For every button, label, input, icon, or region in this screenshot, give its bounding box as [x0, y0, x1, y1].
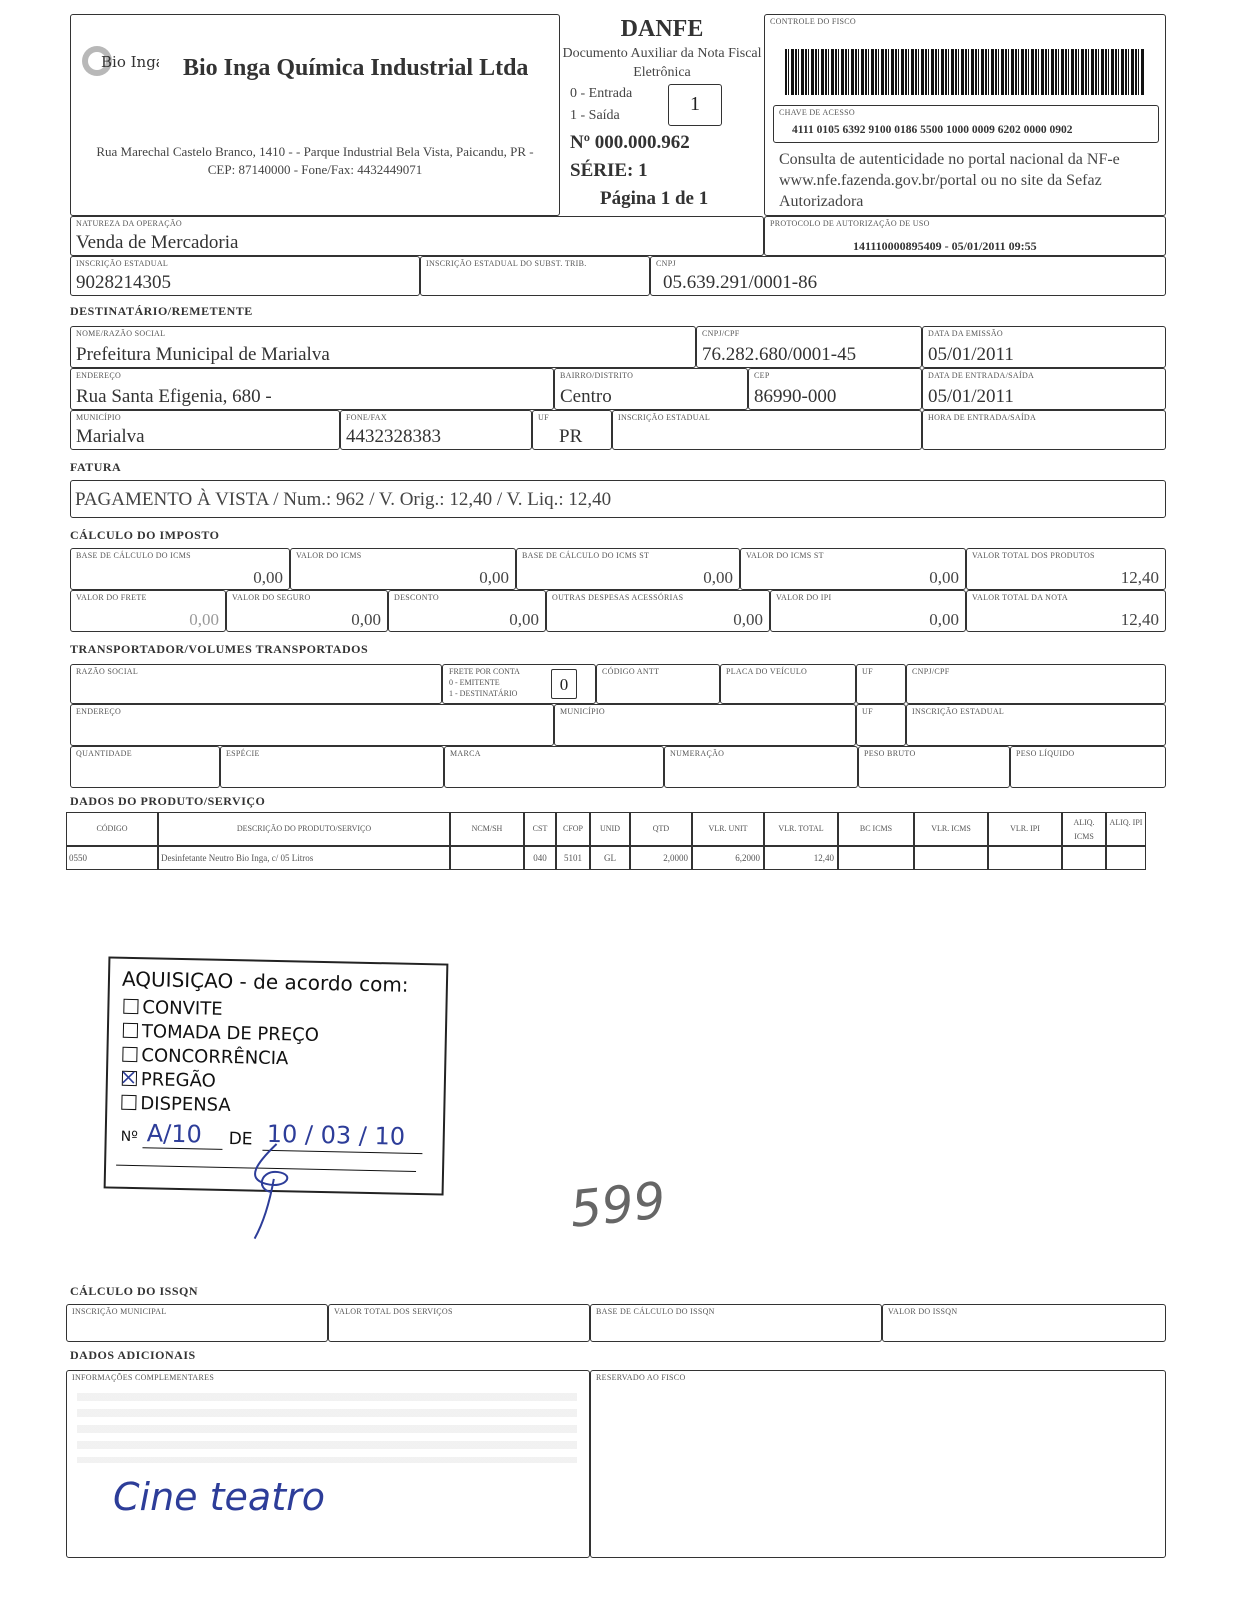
issqn-box-1: [66, 1304, 328, 1342]
table-cell: [838, 846, 914, 870]
transp-municipio-label: MUNICÍPIO: [560, 707, 605, 716]
dest-entrada-value: 05/01/2011: [928, 386, 1014, 407]
stamp-option-label: CONVITE: [142, 997, 223, 1020]
stamp-option-pregao: [122, 1069, 216, 1092]
danfe-entrada: 0 - Entrada: [570, 86, 633, 101]
faded-text: [77, 1393, 577, 1463]
acquisition-stamp: [104, 956, 449, 1195]
dest-fone-box: [340, 410, 532, 450]
dest-emissao-value: 05/01/2011: [928, 344, 1014, 365]
issqn-box-2: [328, 1304, 590, 1342]
col-header: BC ICMS: [838, 812, 914, 846]
valor-ipi-value: 0,00: [929, 610, 959, 629]
dest-fone-label: FONE/FAX: [346, 413, 387, 422]
imposto-row2-box-2: [226, 590, 388, 632]
checkbox-checked-icon: [122, 1071, 137, 1086]
stamp-option-label: TOMADA DE PREÇO: [141, 1021, 320, 1046]
imposto-row1-box-5: [966, 548, 1166, 590]
col-header: ALIQ. ICMS: [1062, 812, 1106, 846]
issqn-section: CÁLCULO DO ISSQN: [70, 1284, 199, 1298]
valor-seguro-label: VALOR DO SEGURO: [232, 593, 311, 602]
dest-ie-label: INSCRIÇÃO ESTADUAL: [618, 413, 711, 422]
transportador-section: TRANSPORTADOR/VOLUMES TRANSPORTADOS: [70, 642, 369, 656]
dest-bairro-label: BAIRRO/DISTRITO: [560, 371, 634, 380]
fisco-box: [764, 14, 1166, 216]
transp-antt-box: [596, 664, 720, 704]
dest-fone-value: 4432328383: [346, 426, 441, 447]
transp-razao-box: [70, 664, 442, 704]
total-nota-value: 12,40: [1120, 610, 1159, 629]
info-complementares-box: [66, 1370, 590, 1558]
transp-peso-bruto-box: [858, 746, 1010, 788]
transp-peso-liquido-box: [1010, 746, 1166, 788]
stamp-option-label: DISPENSA: [140, 1093, 231, 1117]
protocolo-box: [764, 216, 1166, 256]
imposto-row1-box-1: [70, 548, 290, 590]
checkbox-icon: [123, 1023, 138, 1038]
base-icms-label: BASE DE CÁLCULO DO ICMS: [76, 551, 191, 560]
stamp-option-concorrencia: [122, 1045, 288, 1069]
table-cell: [450, 846, 524, 870]
transp-uf-box: [856, 664, 906, 704]
cnpj-box: [650, 256, 1166, 296]
stamp-option-label: CONCORRÊNCIA: [141, 1045, 289, 1070]
dest-endereco-value: Rua Santa Efigenia, 680 -: [76, 386, 272, 407]
col-header: VLR. TOTAL: [764, 812, 838, 846]
table-cell: 12,40: [764, 846, 838, 870]
table-cell: 5101: [556, 846, 590, 870]
danfe-saida: 1 - Saída: [570, 108, 620, 123]
imposto-row2-box-4: [546, 590, 770, 632]
handwritten-number: 599: [567, 1171, 669, 1239]
issqn-box-3: [590, 1304, 882, 1342]
transp-quantidade-label: QUANTIDADE: [76, 749, 132, 758]
dest-emissao-box: [922, 326, 1166, 368]
fatura-section: FATURA: [70, 460, 122, 474]
imposto-row1-box-2: [290, 548, 516, 590]
imposto-section: CÁLCULO DO IMPOSTO: [70, 528, 220, 542]
danfe-serie: SÉRIE: 1: [570, 160, 648, 181]
transp-uf2-box: [856, 704, 906, 746]
stamp-no-underline: [142, 1147, 222, 1150]
imposto-row2-box-5: [770, 590, 966, 632]
chave-label: CHAVE DE ACESSO: [779, 108, 855, 117]
col-header: CFOP: [556, 812, 590, 846]
adicionais-section: DADOS ADICIONAIS: [70, 1348, 196, 1362]
col-header: DESCRIÇÃO DO PRODUTO/SERVIÇO: [158, 812, 450, 846]
base-icms-st-label: BASE DE CÁLCULO DO ICMS ST: [522, 551, 650, 560]
transp-endereco-label: ENDEREÇO: [76, 707, 122, 716]
consulta-text: Consulta de autenticidade no portal nacional da NF-e www.nfe.fazenda.gov.br/portal ou no site da Sefaz Autorizadora: [779, 151, 1120, 210]
base-icms-value: 0,00: [253, 568, 283, 587]
valor-seguro-value: 0,00: [351, 610, 381, 629]
transp-peso-liquido-label: PESO LÍQUIDO: [1016, 749, 1075, 758]
table-cell: 2,0000: [630, 846, 692, 870]
dest-bairro-box: [554, 368, 748, 410]
base-icms-st-value: 0,00: [703, 568, 733, 587]
valor-frete-value: 0,00: [189, 610, 219, 629]
dest-hora-box: [922, 410, 1166, 450]
imposto-row1-box-3: [516, 548, 740, 590]
col-header: VLR. ICMS: [914, 812, 988, 846]
imposto-row1-box-4: [740, 548, 966, 590]
transp-ie-label: INSCRIÇÃO ESTADUAL: [912, 707, 1005, 716]
danfe-title: DANFE: [620, 16, 704, 42]
transp-frete-box: [442, 664, 596, 704]
dest-uf-value: PR: [559, 426, 583, 447]
table-cell: 0550: [66, 846, 158, 870]
transp-endereco-box: [70, 704, 554, 746]
dest-cnpj-box: [696, 326, 922, 368]
dest-bairro-value: Centro: [560, 386, 612, 407]
stamp-no-value: A/10: [146, 1119, 203, 1149]
dest-hora-label: HORA DE ENTRADA/SAÍDA: [928, 413, 1037, 422]
danfe-block: [560, 14, 764, 216]
transp-marca-box: [444, 746, 664, 788]
company-logo: [79, 43, 159, 79]
valor-icms-st-value: 0,00: [929, 568, 959, 587]
produtos-section: DADOS DO PRODUTO/SERVIÇO: [70, 794, 266, 808]
reservado-fisco-box: [590, 1370, 1166, 1558]
valor-icms-st-label: VALOR DO ICMS ST: [746, 551, 824, 560]
transp-marca-label: MARCA: [450, 749, 481, 758]
table-cell: [1062, 846, 1106, 870]
ie-st-box: [420, 256, 650, 296]
natureza-box: [70, 216, 764, 256]
company-address: Rua Marechal Castelo Branco, 1410 - - Parque Industrial Bela Vista, Paicandu, PR - CEP: 87140000 - Fone/Fax: 4432449071: [96, 144, 534, 177]
stamp-option-tomada: [123, 1021, 319, 1046]
barcode: [785, 49, 1145, 95]
col-header: NCM/SH: [450, 812, 524, 846]
transp-numeracao-label: NUMERAÇÃO: [670, 749, 725, 758]
handwritten-note: Cine teatro: [113, 1475, 325, 1519]
issqn-label: VALOR DO ISSQN: [888, 1307, 958, 1316]
stamp-option-convite: [123, 997, 223, 1020]
fatura-box: [70, 480, 1166, 518]
imposto-row2-box-6: [966, 590, 1166, 632]
dest-municipio-value: Marialva: [76, 426, 145, 447]
produtos-table: [66, 812, 1166, 874]
protocolo-label: PROTOCOLO DE AUTORIZAÇÃO DE USO: [770, 219, 930, 228]
dest-cep-box: [748, 368, 922, 410]
transp-quantidade-box: [70, 746, 220, 788]
ie-value: 9028214305: [76, 272, 171, 293]
issqn-label: VALOR TOTAL DOS SERVIÇOS: [334, 1307, 453, 1316]
table-cell: Desinfetante Neutro Bio Inga, c/ 05 Litros: [158, 846, 450, 870]
table-cell: [1106, 846, 1146, 870]
col-header: UNID: [590, 812, 630, 846]
natureza-label: NATUREZA DA OPERAÇÃO: [76, 219, 183, 228]
desconto-value: 0,00: [509, 610, 539, 629]
stamp-de-label: DE: [228, 1129, 253, 1150]
info-complementares-label: INFORMAÇÕES COMPLEMENTARES: [72, 1373, 215, 1382]
col-header: VLR. IPI: [988, 812, 1062, 846]
dest-nome-label: NOME/RAZÃO SOCIAL: [76, 329, 166, 338]
col-header: CST: [524, 812, 556, 846]
dest-cep-value: 86990-000: [754, 386, 837, 407]
transp-especie-box: [220, 746, 444, 788]
transp-frete-label: FRETE POR CONTA: [449, 667, 520, 676]
col-header: ALIQ. IPI: [1106, 812, 1146, 846]
dest-endereco-box: [70, 368, 554, 410]
total-nota-label: VALOR TOTAL DA NOTA: [972, 593, 1068, 602]
dest-municipio-label: MUNICÍPIO: [76, 413, 121, 422]
outras-despesas-label: OUTRAS DESPESAS ACESSÓRIAS: [552, 593, 684, 602]
fatura-text: PAGAMENTO À VISTA / Num.: 962 / V. Orig.: 12,40 / V. Liq.: 12,40: [75, 489, 612, 510]
danfe-pagina: Página 1 de 1: [600, 188, 709, 209]
transp-ie-box: [906, 704, 1166, 746]
valor-frete-label: VALOR DO FRETE: [76, 593, 147, 602]
issqn-label: INSCRIÇÃO MUNICIPAL: [72, 1307, 167, 1316]
chave-box: [773, 105, 1159, 143]
checkbox-icon: [121, 1095, 136, 1110]
cnpj-label: CNPJ: [656, 259, 676, 268]
company-name: Bio Inga Química Industrial Ltda: [183, 55, 529, 81]
table-cell: 6,2000: [692, 846, 764, 870]
transp-cnpj-label: CNPJ/CPF: [912, 667, 950, 676]
dest-cnpj-label: CNPJ/CPF: [702, 329, 740, 338]
imposto-row2-box-1: [70, 590, 226, 632]
valor-ipi-label: VALOR DO IPI: [776, 593, 832, 602]
checkbox-icon: [123, 999, 138, 1014]
transp-especie-label: ESPÉCIE: [226, 749, 260, 758]
cnpj-value: 05.639.291/0001-86: [663, 272, 818, 293]
desconto-label: DESCONTO: [394, 593, 439, 602]
ie-st-label: INSCRIÇÃO ESTADUAL DO SUBST. TRIB.: [426, 259, 587, 268]
table-cell: GL: [590, 846, 630, 870]
transp-razao-label: RAZÃO SOCIAL: [76, 667, 139, 676]
signature-icon: [224, 1133, 316, 1245]
dest-entrada-box: [922, 368, 1166, 410]
dest-nome-value: Prefeitura Municipal de Marialva: [76, 344, 330, 365]
transp-placa-box: [720, 664, 856, 704]
valor-icms-label: VALOR DO ICMS: [296, 551, 362, 560]
danfe-tipo-box: [668, 84, 722, 126]
transp-peso-bruto-label: PESO BRUTO: [864, 749, 916, 758]
emitter-box: [70, 14, 560, 216]
transp-cnpj-box: [906, 664, 1166, 704]
transp-frete-dest: 1 - DESTINATÁRIO: [449, 689, 518, 698]
transp-frete-value-box: [551, 669, 577, 699]
stamp-option-dispensa: [121, 1093, 231, 1116]
col-header: QTD: [630, 812, 692, 846]
transp-placa-label: PLACA DO VEÍCULO: [726, 667, 808, 676]
issqn-label: BASE DE CÁLCULO DO ISSQN: [596, 1307, 715, 1316]
ie-box: [70, 256, 420, 296]
table-cell: [988, 846, 1062, 870]
chave-acesso: 4111 0105 6392 9100 0186 5500 1000 0009 6202 0000 0902: [792, 124, 1073, 136]
stamp-no-label: Nº: [120, 1128, 138, 1146]
imposto-row2-box-3: [388, 590, 546, 632]
total-produtos-value: 12,40: [1120, 568, 1159, 587]
table-cell: 040: [524, 846, 556, 870]
natureza-value: Venda de Mercadoria: [76, 232, 239, 253]
checkbox-icon: [122, 1047, 137, 1062]
outras-despesas-value: 0,00: [733, 610, 763, 629]
ie-label: INSCRIÇÃO ESTADUAL: [76, 259, 169, 268]
stamp-date-value: 10 / 03 / 10: [266, 1119, 406, 1151]
col-header: VLR. UNIT: [692, 812, 764, 846]
table-cell: [914, 846, 988, 870]
transp-uf-label: UF: [862, 667, 873, 676]
dest-cep-label: CEP: [754, 371, 770, 380]
transp-antt-label: CÓDIGO ANTT: [602, 667, 660, 676]
danfe-numero: Nº 000.000.962: [570, 132, 690, 153]
controle-fisco-label: CONTROLE DO FISCO: [770, 17, 856, 26]
svg-text:Bio Inga: Bio Inga: [101, 53, 159, 71]
dest-ie-box: [612, 410, 922, 450]
dest-nome-box: [70, 326, 696, 368]
transp-frete-emit: 0 - EMITENTE: [449, 678, 500, 687]
col-header: CÓDIGO: [66, 812, 158, 846]
dest-municipio-box: [70, 410, 340, 450]
danfe-subtitle: Documento Auxiliar da Nota Fiscal Eletrônica: [562, 46, 762, 80]
dest-emissao-label: DATA DA EMISSÃO: [928, 329, 1003, 338]
stamp-title: AQUISIÇAO - de acordo com:: [121, 966, 409, 997]
valor-icms-value: 0,00: [479, 568, 509, 587]
protocolo-value: 141110000895409 - 05/01/2011 09:55: [853, 239, 1037, 253]
transp-municipio-box: [554, 704, 856, 746]
dest-uf-box: [532, 410, 612, 450]
issqn-box-4: [882, 1304, 1166, 1342]
reservado-fisco-label: RESERVADO AO FISCO: [596, 1373, 686, 1382]
total-produtos-label: VALOR TOTAL DOS PRODUTOS: [972, 551, 1095, 560]
destinatario-section: DESTINATÁRIO/REMETENTE: [70, 304, 253, 318]
transp-numeracao-box: [664, 746, 858, 788]
danfe-tipo: 1: [690, 93, 700, 115]
stamp-option-label: PREGÃO: [140, 1069, 216, 1092]
dest-endereco-label: ENDEREÇO: [76, 371, 122, 380]
dest-entrada-label: DATA DE ENTRADA/SAÍDA: [928, 371, 1035, 380]
transp-uf2-label: UF: [862, 707, 873, 716]
transp-frete-value: 0: [559, 675, 569, 694]
dest-uf-label: UF: [538, 413, 549, 422]
dest-cnpj-value: 76.282.680/0001-45: [702, 344, 857, 365]
